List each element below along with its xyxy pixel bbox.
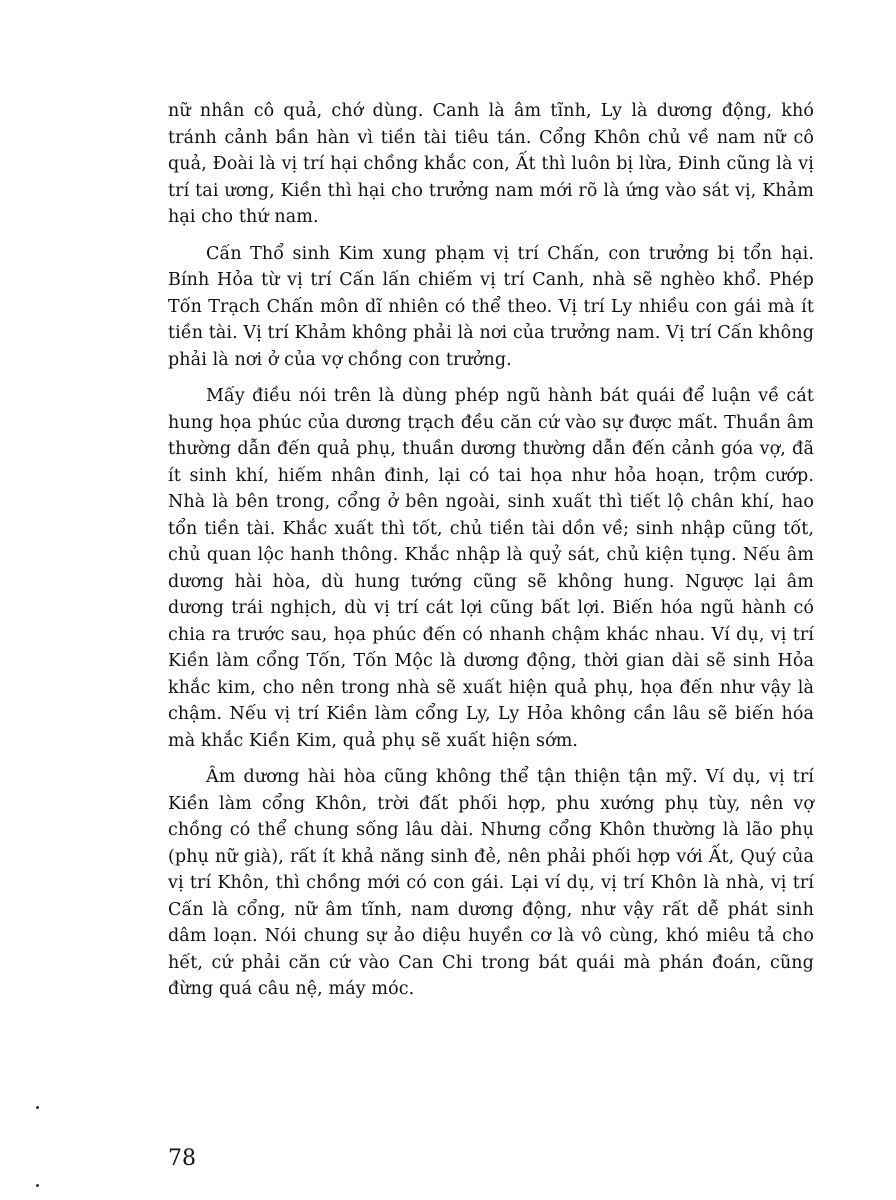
paragraph-1: nữ nhân cô quả, chớ dùng. Canh là âm tĩnh, Ly là dương động, khó tránh cảnh bần hàn vì tiền tài tiêu tán. Cổng Khôn chủ về nam nữ cô quả, Đoài là vị trí hại chồng khắc con, Ất thì luôn bị lừa, Đinh cũng là vị trí tai ương, Kiền thì hại cho trưởng nam mới rõ là ứng vào sát vị, Khảm hại cho thứ nam. — [168, 101, 814, 227]
scan-speck — [36, 1106, 39, 1109]
body-text — [168, 98, 814, 1013]
paragraph-3: Mấy điều nói trên là dùng phép ngũ hành bát quái để luận về cát hung họa phúc của dương trạch đều căn cứ vào sự được mất. Thuần âm thường dẫn đến quả phụ, thuần dương thường dẫn đến cảnh góa vợ, đã ít sinh khí, hiếm nhân đinh, lại có tai họa như hỏa hoạn, trộm cướp. Nhà là bên trong, cổng ở bên ngoài, sinh xuất thì tiết lộ chân khí, hao tổn tiền tài. Khắc xuất thì tốt, chủ tiền tài dồn về; sinh nhập cũng tốt, chủ quan lộc hanh thông. Khắc nhập là quỷ sát, chủ kiện tụng. Nếu âm dương hài hòa, dù hung tướng cũng sẽ không hung. Ngược lại âm dương trái nghịch, dù vị trí cát lợi cũng bất lợi. Biến hóa ngũ hành có chia ra trước sau, họa phúc đến có nhanh chậm khác nhau. Ví dụ, vị trí Kiền làm cổng Tốn, Tốn Mộc là dương động, thời gian dài sẽ sinh Hỏa khắc kim, cho nên trong nhà sẽ xuất hiện quả phụ, họa đến như vậy là chậm. Nếu vị trí Kiền làm cổng Ly, Ly Hỏa không cần lâu sẽ biến hóa mà khắc Kiền Kim, quả phụ sẽ xuất hiện sớm. — [168, 386, 814, 751]
scan-speck — [36, 1184, 39, 1187]
page-number: 78 — [168, 1146, 196, 1171]
paragraph-4: Âm dương hài hòa cũng không thể tận thiện tận mỹ. Ví dụ, vị trí Kiền làm cổng Khôn, trời đất phối hợp, phu xướng phụ tùy, nên vợ chồng có thể chung sống lâu dài. Nhưng cổng Khôn thường là lão phụ (phụ nữ già), rất ít khả năng sinh đẻ, nên phải phối hợp với Ất, Quý của vị trí Khôn, thì chồng mới có con gái. Lại ví dụ, vị trí Khôn là nhà, vị trí Cấn là cổng, nữ âm tĩnh, nam dương động, như vậy rất dễ phát sinh dâm loạn. Nói chung sự ảo diệu huyền cơ là vô cùng, khó miêu tả cho hết, cứ phải căn cứ vào Can Chi trong bát quái mà phán đoán, cũng đừng quá câu nệ, máy móc. — [168, 767, 814, 999]
paragraph-2: Cấn Thổ sinh Kim xung phạm vị trí Chấn, con trưởng bị tổn hại. Bính Hỏa từ vị trí Cấn lấn chiếm vị trí Canh, nhà sẽ nghèo khổ. Phép Tốn Trạch Chấn môn dĩ nhiên có thể theo. Vị trí Ly nhiều con gái mà ít tiền tài. Vị trí Khảm không phải là nơi của trưởng nam. Vị trí Cấn không phải là nơi ở của vợ chồng con trưởng. — [168, 243, 814, 370]
